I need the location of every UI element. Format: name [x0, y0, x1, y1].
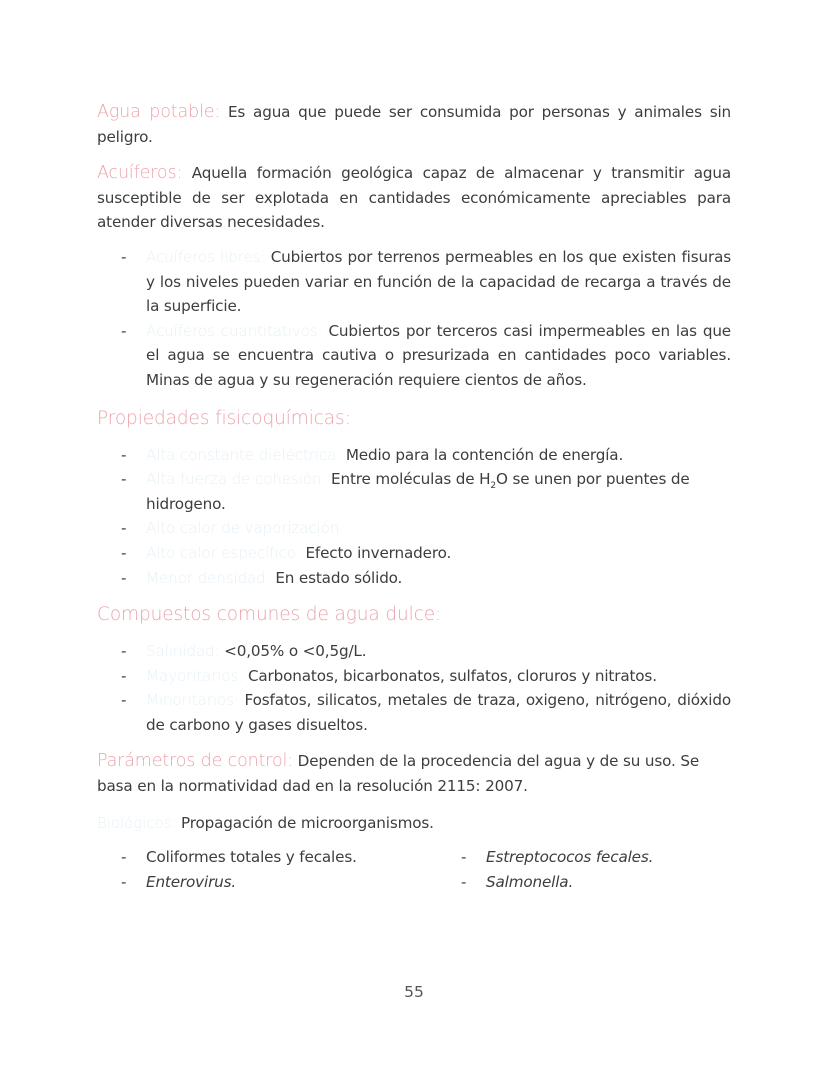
item-text: O se unen por puentes de hidrogeno.: [146, 470, 690, 513]
list-item: [121, 443, 731, 468]
definition-text: Dependen de la procedencia del agua y de su uso. Se basa en la normatividad dad en la resolución 2115: 2007.: [97, 752, 700, 796]
item-label: Alta constante dieléctrica:: [146, 445, 342, 464]
item-text: Estreptococos fecales.: [486, 848, 654, 867]
compuestos-list: [97, 639, 731, 737]
definition-acuiferos: [97, 161, 731, 235]
item-text: Coliformes totales y fecales.: [146, 848, 357, 867]
subscript: 2: [490, 481, 496, 492]
list-item: [121, 566, 731, 591]
list-item: [121, 870, 486, 895]
list-item: [121, 639, 731, 664]
term-biologicos: Biológicos:: [97, 813, 177, 832]
item-label: Minoritarios:: [146, 691, 239, 710]
item-text: Fosfatos, silicatos, metales de traza, oxigeno, nitrógeno, dióxido de carbono y gases disueltos.: [146, 691, 731, 734]
dash-bullet: -: [461, 848, 467, 867]
list-item: [461, 845, 786, 870]
term-acuiferos: Acuíferos:: [97, 163, 183, 184]
dash-bullet: -: [121, 445, 127, 464]
dash-bullet: -: [121, 470, 127, 489]
dash-bullet: -: [121, 543, 127, 562]
definition-agua-potable: [97, 100, 731, 149]
item-label: Alta fuerza de cohesión:: [146, 470, 327, 489]
item-label: Mayoritarios:: [146, 666, 244, 685]
acuiferos-list: [97, 245, 731, 393]
dash-bullet: -: [121, 519, 127, 538]
section-heading-propiedades: Propiedades fisicoquímicas:: [97, 407, 351, 429]
term-agua-potable: Agua potable:: [97, 102, 221, 122]
item-text: Medio para la contención de energía.: [341, 445, 624, 464]
list-item: [121, 845, 486, 870]
list-item: [121, 245, 732, 319]
dash-bullet: -: [121, 568, 127, 587]
dash-bullet: -: [121, 691, 127, 710]
definition-text: Aquella formación geológica capaz de almacenar y transmitir agua susceptible de ser explotada en cantidades económicamente apreciables para atender diversas necesidades.: [97, 164, 731, 232]
biologicos-list: [97, 845, 731, 894]
list-item: [121, 541, 731, 566]
item-text: Cubiertos por terceros casi impermeables en las que el agua se encuentra cautiva o presurizada en cantidades poco variables. Minas de agua y su regeneración requiere cientos de años.: [146, 321, 732, 389]
item-text: <0,05% o <0,5g/L.: [219, 642, 367, 661]
item-label: Alto calor específico:: [146, 543, 301, 562]
dash-bullet: -: [121, 848, 127, 867]
item-text: En estado sólido.: [270, 568, 403, 587]
list-item: [121, 516, 731, 541]
definition-text: Propagación de microorganismos.: [176, 813, 434, 832]
dash-bullet: -: [121, 321, 127, 340]
definition-biologicos: [97, 811, 731, 836]
item-text: Enterovirus.: [146, 872, 237, 891]
item-text: Cubiertos por terrenos permeables en los que existen fisuras y los niveles pueden variar en función de la capacidad de recarga a través de la superficie.: [146, 247, 732, 316]
propiedades-list: [97, 443, 731, 591]
item-label: Menor densidad:: [146, 568, 271, 587]
item-text: Entre moléculas de H: [326, 470, 491, 489]
list-item: [121, 319, 732, 393]
list-item: [121, 467, 731, 516]
item-label: Alto calor de vaporización: [146, 519, 340, 538]
document-page: [97, 100, 731, 894]
dash-bullet: -: [461, 872, 467, 891]
item-label: Salinidad:: [146, 642, 220, 661]
dash-bullet: -: [121, 666, 127, 685]
page-number: 55: [404, 983, 424, 1001]
definition-text: Es agua que puede ser consumida por personas y animales sin peligro.: [97, 103, 731, 146]
dash-bullet: -: [121, 872, 127, 891]
list-item: [461, 870, 786, 895]
dash-bullet: -: [121, 247, 127, 266]
definition-parametros: [97, 749, 731, 798]
item-text: Carbonatos, bicarbonatos, sulfatos, cloruros y nitratos.: [243, 666, 657, 685]
item-label: Acuíferos cuantitativos:: [146, 321, 323, 340]
term-parametros: Parámetros de control:: [97, 751, 293, 772]
list-item: [121, 688, 731, 737]
item-label: Acuíferos libres:: [146, 247, 266, 266]
item-text: Efecto invernadero.: [300, 543, 452, 562]
dash-bullet: -: [121, 642, 127, 661]
list-item: [121, 664, 731, 689]
item-text: Salmonella.: [486, 872, 574, 891]
section-heading-compuestos: Compuestos comunes de agua dulce:: [97, 604, 442, 626]
